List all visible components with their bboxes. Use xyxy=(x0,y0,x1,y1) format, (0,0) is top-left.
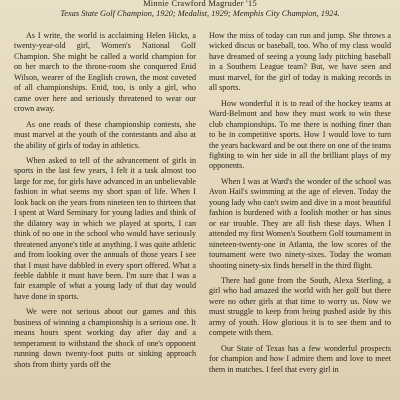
left-column xyxy=(14,31,196,370)
article-byline xyxy=(0,0,400,19)
paragraph: We were not serious about our games and this business of winning a championship is a serious one. It means hours spent working day after day and a temperament to withstand the shock of one's opponent running down twenty-foot putts or sinking approach shots from thirty yards off the xyxy=(14,307,196,369)
paragraph: How wonderful it is to read of the hockey teams at Ward-Belmont and how they must work to win these club championships. To me there is nothing finer than to be in competitive sports. How I would love to turn the years backward and be out there on one of the teams fighting to win her side in all the brilliant plays of my opponents. xyxy=(209,98,391,171)
paragraph: When I was at Ward's the wonder of the school was Avon Hail's swimming at the age of eleven. Today the young lady who can't swim and dive in a most beautiful fashion is burdened with a foolish mother or has sinus or ear trouble. They are all fish these days. When I attended my first Women's Southern Golf tournament in nineteen-twenty-one in Atlanta, the low scores of the tournament were two ninety-sixes. Today the woman shooting ninety-six finds herself in the third flight. xyxy=(209,176,391,270)
paragraph: There had gone from the South, Alexa Sterling, a girl who had amazed the world with her golf but there were no other girls at that time to worry us. Now we must struggle to keep from being pushed aside by this army of youth. How glorious it is to see them and to compete with them. xyxy=(209,275,391,338)
paragraph: How the miss of today can run and jump. She throws a wicked discus or baseball, too. Who of my class would have dreamed of seeing a young lady pitching baseball in a Southern League team? But, we have seen and must marvel, for the girl of today is making records in all sports. xyxy=(209,31,391,93)
author-name: Minnie Crawford Magruder '15 xyxy=(143,0,257,8)
paragraph: As I write, the world is acclaiming Helen Hicks, a twenty-year-old girl, Women's National Golf Champion. She might be called a world champion for on her march to the throne-room she conquered Enid Wilson, wearer of the English crown, the most coveted of all championships. Enid, too, is only a girl, who came over here and seriously threatened to wear our crown away. xyxy=(14,31,196,114)
right-column xyxy=(209,31,391,375)
paragraph: As one reads of these championship contests, she must marvel at the youth of the contestants and also at the ability of girls of today in athletics. xyxy=(14,119,196,150)
paragraph: When asked to tell of the advancement of girls in sports in the last few years, I felt it a task almost too large for me, for girls have advanced in an unbelievable fashion in what seems my short span of life. When I look back on the years from nineteen ten to thirteen that I spent at Ward Seminary for young ladies and think of the dilatory way in which we played at sports, I can think of no one in the school who would have seriously threatened anyone's title at anything. I was quite athletic and from looking over the annuals of those years I see that I must have dabbled in every sport offered. What a feeble dabble it must have been. I'm sure that I was a fair example of what a young lady of that day would have done in sports. xyxy=(14,155,196,301)
author-credits: Texas State Golf Champion, 1920; Medalist, 1929; Memphis City Champion, 1924. xyxy=(60,9,340,18)
paragraph: Our State of Texas has a few wonderful prospects for champion and how I admire them and love to meet them in matches. I feel that every girl in xyxy=(209,343,391,374)
